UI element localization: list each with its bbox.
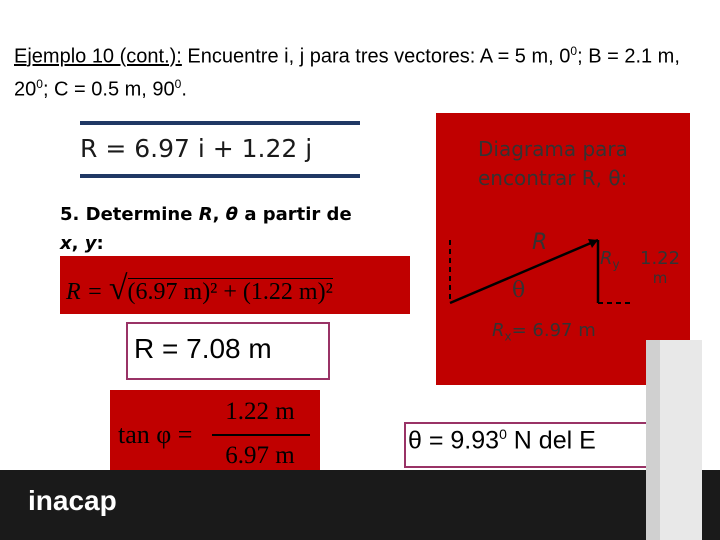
decorative-block bbox=[640, 340, 710, 540]
rx-label-r: R bbox=[492, 320, 505, 341]
result-equation: R = 6.97 i + 1.22 j bbox=[80, 134, 313, 163]
rx-value: = 6.97 m bbox=[511, 320, 596, 341]
angle-result-value: θ = 9.93 bbox=[408, 426, 500, 455]
result-top-bar bbox=[80, 121, 360, 125]
title-text-part1: Encuentre i, j para tres vectores: A = 5 m, 0 bbox=[181, 45, 571, 68]
title-sup3: 0 bbox=[174, 76, 182, 91]
ry-label-r: R bbox=[600, 248, 613, 269]
result-bottom-bar bbox=[80, 174, 360, 178]
step-r: R bbox=[198, 204, 213, 225]
step-y: y bbox=[84, 233, 97, 254]
inacap-logo: inacap bbox=[28, 485, 117, 516]
title-text-part3: ; C = 0.5 m, 90 bbox=[42, 78, 175, 101]
step-theta: θ bbox=[225, 204, 239, 225]
title-sup2: 0 bbox=[36, 76, 43, 91]
ry-value-line1: 1.22 bbox=[640, 248, 681, 269]
ry-value-line2: m bbox=[652, 269, 668, 287]
angle-result bbox=[408, 426, 596, 455]
diagram-title-line1: Diagrama para bbox=[478, 137, 628, 161]
step-comma: , bbox=[212, 204, 226, 225]
title-example-label: Ejemplo 10 (cont.): bbox=[14, 45, 182, 68]
diagram-r-label: R bbox=[532, 230, 548, 255]
sqrt-symbol: √ bbox=[108, 270, 128, 307]
tan-lhs: tan φ = bbox=[118, 420, 193, 449]
step-x: x bbox=[60, 233, 72, 254]
ry-label-sub: y bbox=[612, 257, 620, 272]
diagram-ry-value bbox=[640, 248, 680, 287]
title-text-part2: ; B = 2.1 m, 20 bbox=[14, 45, 680, 101]
rx-label-sub: x bbox=[504, 329, 512, 344]
angle-result-degree: 0 bbox=[499, 426, 507, 442]
magnitude-lhs: R = bbox=[66, 279, 109, 305]
tan-denominator: 6.97 m bbox=[225, 442, 295, 469]
diagram-theta-label: θ bbox=[512, 278, 526, 303]
diagram-title-line2: encontrar R, θ: bbox=[478, 166, 628, 190]
magnitude-rhs: (6.97 m)² + (1.22 m)² bbox=[127, 279, 333, 305]
magnitude-equation bbox=[66, 270, 333, 308]
tan-fraction-line bbox=[212, 434, 310, 436]
diagram-ry-label bbox=[600, 248, 620, 272]
step-mid: a partir de bbox=[238, 204, 352, 225]
angle-result-suffix: N del E bbox=[506, 426, 596, 455]
step-comma2: , bbox=[71, 233, 85, 254]
tan-numerator: 1.22 m bbox=[225, 398, 295, 425]
slide-title bbox=[14, 38, 714, 103]
magnitude-result: R = 7.08 m bbox=[134, 333, 272, 364]
step-colon: : bbox=[96, 233, 104, 254]
step-prefix: 5. Determine bbox=[60, 204, 199, 225]
diagram-rx-label bbox=[492, 320, 596, 344]
title-sup1: 0 bbox=[570, 44, 578, 58]
title-text-part4: . bbox=[181, 78, 187, 101]
step-instruction bbox=[60, 200, 360, 258]
